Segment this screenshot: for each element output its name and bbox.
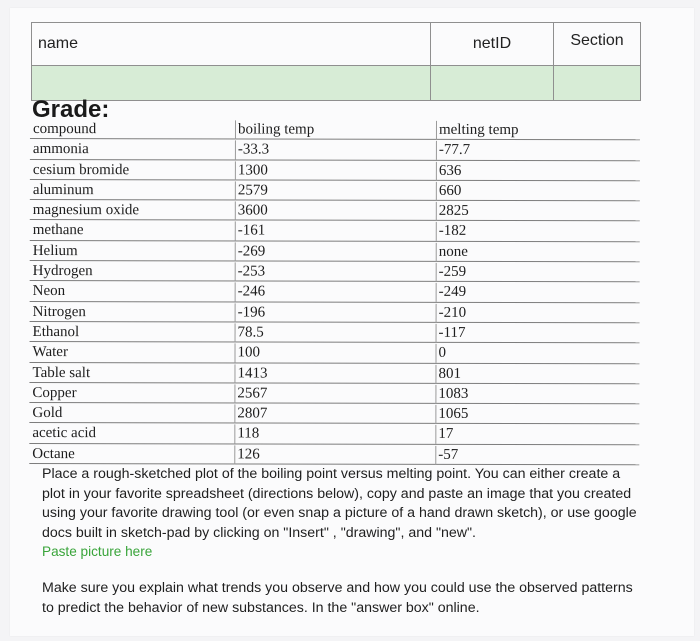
- melting-temp-cell: 0: [435, 344, 446, 363]
- table-row: [30, 180, 640, 202]
- grade-heading: Grade:: [32, 96, 110, 123]
- compound-cell: cesium bromide: [32, 161, 130, 178]
- boiling-temp-cell: -269: [235, 242, 266, 261]
- column-header-boiling-temp: boiling temp: [235, 120, 314, 139]
- table-row: [29, 403, 639, 425]
- explain-instructions: Make sure you explain what trends you observe and how you could use the observed patterns to predict the behavior of new substances. In the "answer box" online.: [42, 580, 633, 616]
- table-row: [30, 139, 640, 161]
- melting-temp-cell: 1083: [435, 385, 468, 404]
- table-row: [30, 322, 640, 344]
- table-row: [30, 241, 640, 263]
- plot-instructions: Place a rough-sketched plot of the boiling point versus melting point. You can either create a plot in your favorite spreadsheet (directions below), copy and paste an image that you created using your favorite drawing tool (or even snap a picture of a hand drawn sketch), or use google docs built in sketch-pad by clicking on "Insert" , "drawing", and "new".: [42, 466, 637, 541]
- table-row: [30, 220, 640, 242]
- table-row: [30, 160, 640, 182]
- compound-cell: magnesium oxide: [32, 202, 140, 219]
- melting-temp-cell: 2825: [436, 202, 469, 221]
- compound-cell: Nitrogen: [32, 303, 86, 320]
- paste-picture-link[interactable]: Paste picture here: [42, 544, 153, 559]
- table-row: [30, 281, 640, 303]
- compound-cell: methane: [32, 222, 84, 239]
- melting-temp-cell: -57: [435, 446, 458, 465]
- boiling-temp-cell: -33.3: [235, 141, 269, 160]
- compound-cell: Copper: [32, 384, 77, 401]
- boiling-temp-cell: 78.5: [235, 323, 264, 342]
- table-header-row: [30, 119, 640, 141]
- table-row: [29, 444, 639, 466]
- melting-temp-cell: -210: [436, 304, 467, 323]
- compound-cell: Ethanol: [32, 323, 80, 341]
- boiling-temp-cell: 118: [234, 425, 259, 444]
- compound-cell: Octane: [32, 445, 75, 462]
- compound-data-table: [29, 119, 640, 465]
- netid-field[interactable]: [431, 66, 554, 101]
- melting-temp-cell: -77.7: [436, 141, 470, 160]
- boiling-temp-cell: 100: [234, 344, 260, 363]
- boiling-temp-cell: -246: [235, 283, 266, 302]
- melting-temp-cell: 1065: [435, 405, 468, 424]
- section-field[interactable]: [554, 66, 641, 101]
- melting-temp-cell: -117: [436, 324, 466, 343]
- section-label: Section: [570, 32, 624, 49]
- melting-temp-cell: 636: [436, 161, 462, 180]
- boiling-temp-cell: 2579: [235, 181, 268, 200]
- table-row: [29, 423, 639, 445]
- melting-temp-cell: none: [436, 243, 468, 262]
- boiling-temp-cell: 1300: [235, 161, 268, 180]
- section-label-cell: [554, 23, 641, 66]
- worksheet-page: [10, 8, 694, 636]
- boiling-temp-cell: 2567: [234, 384, 267, 403]
- table-row: [29, 342, 639, 364]
- boiling-temp-cell: 3600: [235, 202, 268, 221]
- compound-cell: Water: [32, 344, 68, 361]
- student-info-entry-row: [32, 66, 641, 101]
- compound-cell: aluminum: [32, 181, 94, 199]
- compound-cell: Hydrogen: [32, 263, 93, 280]
- compound-cell: acetic acid: [32, 425, 97, 442]
- column-header-compound: compound: [32, 121, 97, 138]
- boiling-temp-cell: -161: [235, 222, 266, 241]
- melting-temp-cell: 17: [435, 425, 453, 444]
- boiling-temp-cell: 2807: [234, 405, 267, 424]
- boiling-temp-cell: 1413: [234, 364, 267, 383]
- compound-cell: Table salt: [32, 364, 91, 381]
- compound-cell: Neon: [32, 283, 66, 300]
- table-row: [29, 363, 639, 385]
- melting-temp-cell: 801: [435, 364, 461, 383]
- table-row: [30, 261, 640, 283]
- melting-temp-cell: 660: [436, 182, 462, 201]
- compound-cell: ammonia: [32, 141, 89, 158]
- melting-temp-cell: -259: [436, 263, 467, 282]
- boiling-temp-cell: -196: [235, 303, 266, 322]
- table-row: [30, 302, 640, 324]
- student-info-table: [31, 22, 641, 101]
- boiling-temp-cell: -253: [235, 263, 266, 282]
- name-label: name: [32, 23, 431, 66]
- student-info-labels-row: [32, 23, 641, 66]
- boiling-temp-cell: 126: [234, 445, 260, 464]
- table-row: [30, 200, 640, 222]
- column-header-melting-temp: melting temp: [436, 121, 519, 140]
- compound-cell: Helium: [32, 242, 78, 259]
- melting-temp-cell: -249: [436, 283, 467, 302]
- melting-temp-cell: -182: [436, 222, 467, 241]
- table-row: [29, 383, 639, 405]
- netid-label: netID: [431, 23, 554, 66]
- compound-cell: Gold: [32, 405, 63, 422]
